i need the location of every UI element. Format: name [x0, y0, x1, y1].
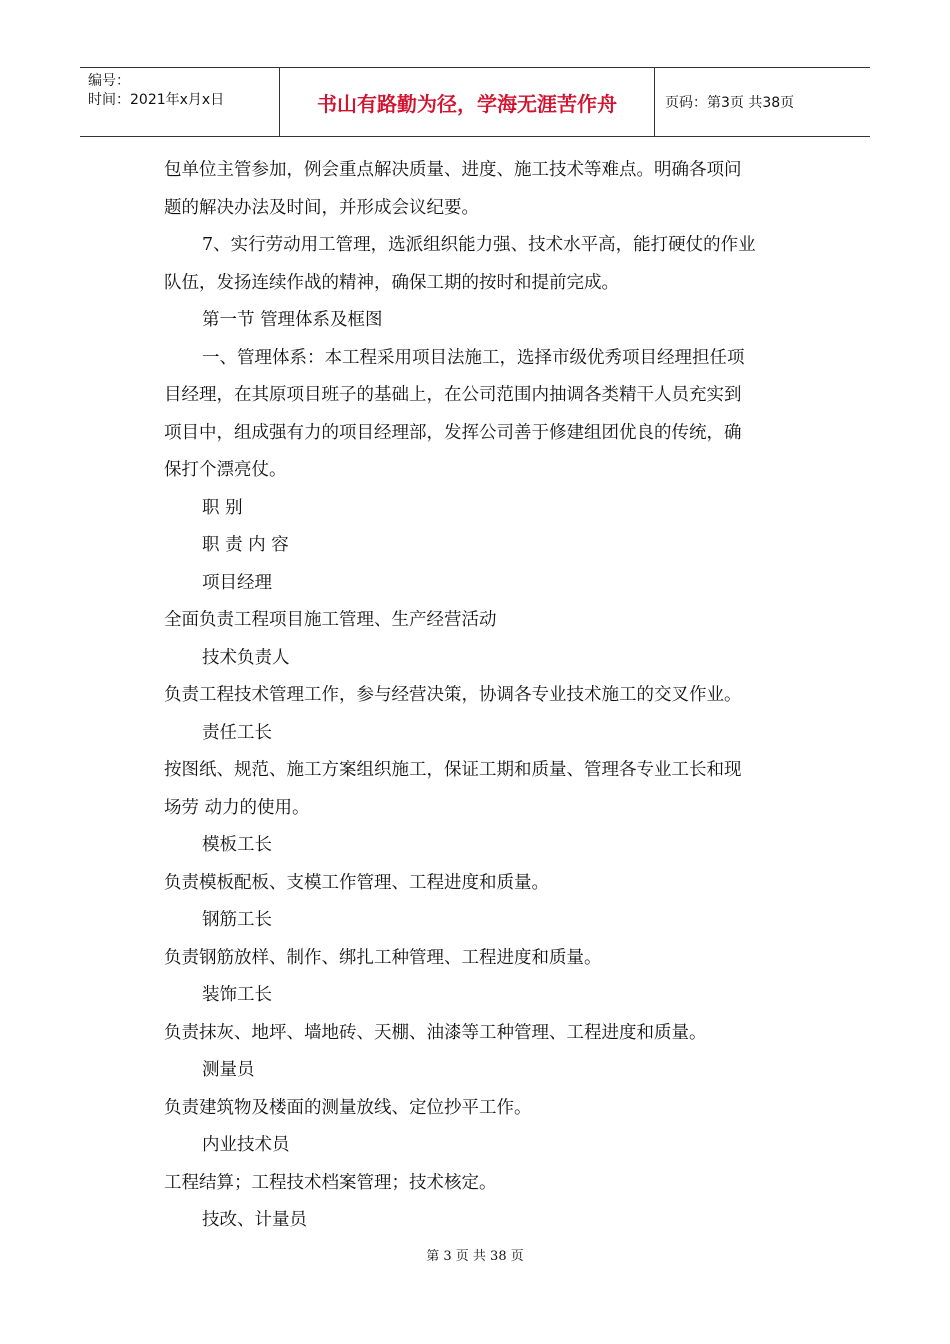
- role-title: 内业技术员: [202, 1135, 290, 1155]
- header-motto: 书山有路勤为径，学海无涯苦作舟: [280, 68, 655, 136]
- paragraph-line: 目经理，在其原项目班子的基础上，在公司范围内抽调各类精干人员充实到: [164, 385, 742, 405]
- role-duty: 全面负责工程项目施工管理、生产经营活动: [164, 610, 497, 630]
- table-header-role: 职 别: [202, 497, 243, 518]
- role-duty: 负责工程技术管理工作，参与经营决策，协调各专业技术施工的交叉作业。: [164, 685, 742, 705]
- role-title: 项目经理: [202, 572, 272, 593]
- header-meta: [80, 68, 280, 136]
- date-label: 时间：2021年x月x日: [88, 92, 225, 108]
- page-header: [80, 67, 870, 137]
- role-duty: 按图纸、规范、施工方案组织施工，保证工期和质量、管理各专业工长和现: [164, 760, 742, 780]
- role-title: 测量员: [202, 1060, 255, 1080]
- document-body: [164, 152, 814, 1240]
- role-duty: 工程结算；工程技术档案管理；技术核定。: [164, 1172, 497, 1193]
- role-title: 责任工长: [202, 722, 272, 743]
- page-footer: 第 3 页 共 38 页: [426, 1249, 524, 1264]
- paragraph-line: 7、实行劳动用工管理，选派组织能力强、技术水平高，能打硬仗的作业: [202, 235, 756, 255]
- paragraph-line: 队伍，发扬连续作战的精神，确保工期的按时和提前完成。: [164, 272, 619, 293]
- role-duty: 负责建筑物及楼面的测量放线、定位抄平工作。: [164, 1097, 532, 1118]
- table-header-duties: 职 责 内 容: [202, 535, 289, 555]
- role-duty: 场劳 动力的使用。: [164, 797, 310, 818]
- header-page-info: 页码：第3页 共38页: [665, 95, 795, 111]
- paragraph-line: 题的解决办法及时间，并形成会议纪要。: [164, 197, 479, 218]
- serial-number: 编号：: [88, 73, 130, 89]
- role-title: 装饰工长: [202, 985, 272, 1005]
- role-duty: 负责钢筋放样、制作、绑扎工种管理、工程进度和质量。: [164, 947, 602, 968]
- role-duty: 负责模板配板、支模工作管理、工程进度和质量。: [164, 872, 549, 893]
- role-title: 钢筋工长: [202, 910, 272, 930]
- paragraph-line: 包单位主管参加，例会重点解决质量、进度、施工技术等难点。明确各项问: [164, 160, 742, 180]
- role-title: 技术负责人: [202, 647, 290, 668]
- paragraph-line: 项目中，组成强有力的项目经理部，发挥公司善于修建组团优良的传统，确: [164, 422, 742, 443]
- role-duty: 负责抹灰、地坪、墙地砖、天棚、油漆等工种管理、工程进度和质量。: [164, 1022, 707, 1043]
- paragraph-line: 保打个漂亮仗。: [164, 460, 287, 480]
- section-heading: 第一节 管理体系及框图: [202, 310, 383, 330]
- role-title: 模板工长: [202, 835, 272, 855]
- paragraph-line: 一、管理体系：本工程采用项目法施工，选择市级优秀项目经理担任项: [202, 347, 745, 368]
- role-title: 技改、计量员: [202, 1210, 307, 1230]
